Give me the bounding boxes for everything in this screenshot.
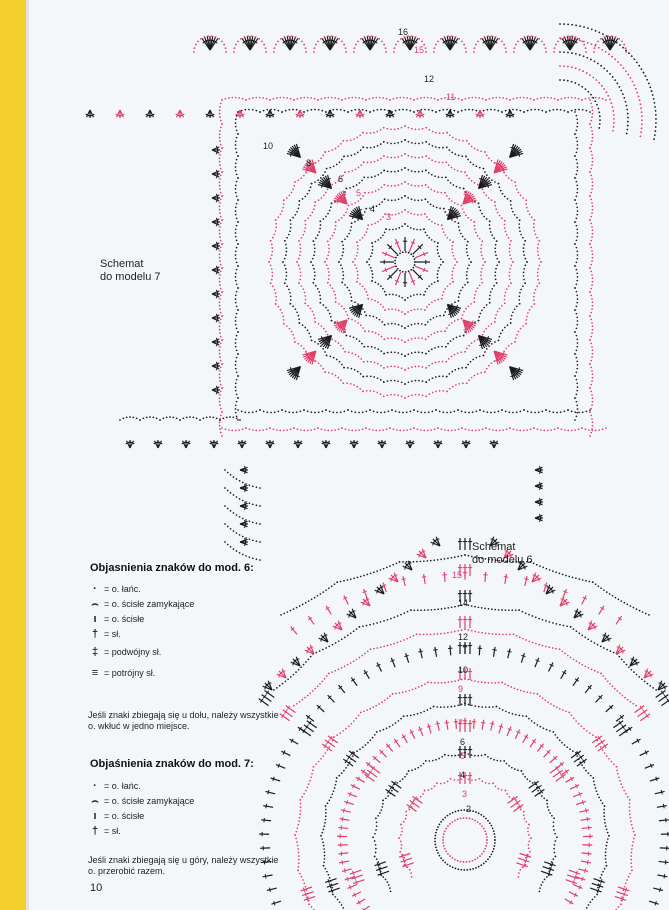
legend-7-item bbox=[88, 809, 288, 824]
round-number: 12 bbox=[424, 74, 435, 84]
legend-6-item bbox=[88, 642, 288, 662]
round-number: 15 bbox=[414, 45, 425, 55]
schema-6-label-line2: do modelu 6 bbox=[472, 554, 533, 566]
round-number: 14 bbox=[458, 598, 469, 608]
legend-6-item bbox=[88, 597, 288, 612]
legend-item-text: = sł. bbox=[104, 629, 121, 639]
legend-6-item bbox=[88, 582, 288, 597]
schema-7-label-line2: do modelu 7 bbox=[100, 271, 161, 283]
legend-item-text: = sł. bbox=[104, 826, 121, 836]
legend-6-note: Jeśli znaki zbiegają się u dołu, należy wszystkie o. wkłuć w jedno miejsce. bbox=[88, 710, 279, 731]
round-number: 3 bbox=[462, 789, 468, 799]
legend-6-item bbox=[88, 662, 288, 684]
round-number: 5 bbox=[356, 188, 362, 198]
legend-7-item bbox=[88, 824, 288, 839]
legend-item-text: = potrójny sł. bbox=[104, 667, 156, 678]
round-number: 6 bbox=[460, 737, 466, 747]
round-number: 10 bbox=[458, 665, 469, 675]
slip-stitch-symbol: ⌢ bbox=[91, 598, 99, 610]
round-number: 10 bbox=[263, 141, 274, 151]
schema-7-label-line1: Schemat bbox=[100, 258, 144, 270]
page-number: 10 bbox=[90, 882, 103, 894]
round-number: 8 bbox=[306, 158, 312, 168]
legend-item-text: = o. łańc. bbox=[104, 781, 141, 791]
chain-stitch-symbol: · bbox=[93, 583, 97, 595]
chain-stitch-symbol: · bbox=[93, 780, 97, 792]
round-number: 12 bbox=[458, 632, 469, 642]
double-crochet-symbol: † bbox=[91, 825, 99, 837]
round-number: 15 bbox=[452, 570, 463, 580]
legend-7-title: Objaśnienia znaków do mod. 7: bbox=[90, 758, 254, 770]
round-number: 7 bbox=[458, 718, 464, 728]
legend-7-list bbox=[88, 779, 288, 839]
schema-6-label bbox=[472, 541, 533, 567]
legend-7-note: Jeśli znaki zbiegają się u góry, należy wszystkie o. przerobić razem. bbox=[88, 855, 279, 876]
round-number: 2 bbox=[466, 804, 472, 814]
slip-stitch-symbol: ⌢ bbox=[91, 795, 99, 807]
legend-item-text: = o. ścisłe bbox=[104, 614, 145, 624]
legend-6-item bbox=[88, 627, 288, 642]
round-number: 4 bbox=[370, 204, 376, 214]
diagram-model-7 bbox=[86, 23, 657, 561]
round-number: 16 bbox=[398, 27, 409, 37]
round-number: 9 bbox=[458, 684, 464, 694]
round-number: 4 bbox=[460, 770, 466, 780]
legend-6-list bbox=[88, 582, 288, 684]
schema-7-label bbox=[100, 258, 161, 284]
round-number: 11 bbox=[446, 92, 456, 102]
legend-item-text: = o. łańc. bbox=[104, 584, 141, 594]
legend-7-item bbox=[88, 779, 288, 794]
single-crochet-symbol: ı bbox=[93, 613, 97, 625]
legend-item-text: = o. ścisłe zamykające bbox=[104, 796, 195, 806]
legend-7-item bbox=[88, 794, 288, 809]
legend-item-text: = o. ścisłe bbox=[104, 811, 145, 821]
diagram-model-6 bbox=[259, 537, 669, 910]
round-number: 6 bbox=[338, 174, 344, 184]
legend-item-text: = podwójny sł. bbox=[104, 646, 162, 657]
legend-6-title: Objasnienia znaków do mod. 6: bbox=[90, 562, 254, 574]
legend-6-item bbox=[88, 612, 288, 627]
round-number: 5 bbox=[460, 751, 466, 761]
treble-crochet-symbol: ‡ bbox=[91, 645, 99, 658]
legend-item-text: = o. ścisłe zamykające bbox=[104, 599, 195, 609]
round-number: 3 bbox=[386, 212, 392, 222]
schema-6-label-line1: Schemat bbox=[472, 541, 516, 553]
triple-treble-symbol: ≡ bbox=[91, 666, 99, 679]
double-crochet-symbol: † bbox=[91, 628, 99, 640]
single-crochet-symbol: ı bbox=[93, 810, 97, 822]
